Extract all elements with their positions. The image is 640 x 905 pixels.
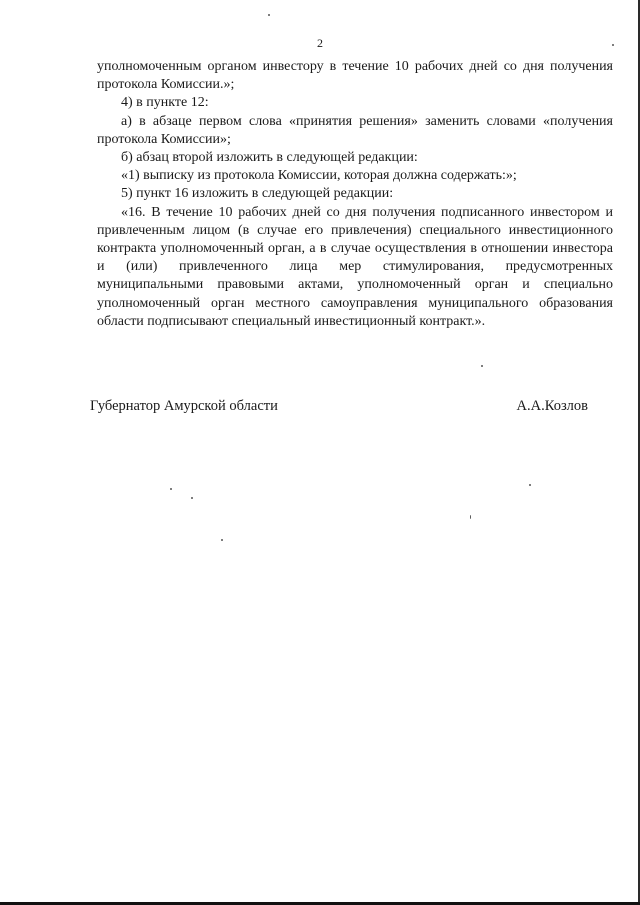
scan-speck	[612, 44, 614, 46]
scan-speck	[470, 515, 471, 519]
paragraph-item-4: 4) в пункте 12:	[121, 95, 209, 111]
signatory-name: А.А.Козлов	[516, 398, 588, 414]
signatory-position: Губернатор Амурской области	[90, 398, 278, 414]
paragraph-item-5: 5) пункт 16 изложить в следующей редакции:	[121, 186, 394, 202]
paragraph-quote-1: «1) выписку из протокола Комиссии, которая должна содержать:»;	[121, 168, 517, 184]
scan-speck	[529, 484, 531, 486]
scan-speck	[221, 539, 223, 541]
scan-speck	[481, 365, 483, 367]
paragraph-subitem-a: а) в абзаце первом слова «принятия решения» заменить словами «получения протокола Комиссии»;	[97, 113, 613, 147]
document-body	[97, 58, 613, 331]
paragraph-subitem-b: б) абзац второй изложить в следующей редакции:	[121, 150, 418, 166]
paragraph-item-16: «16. В течение 10 рабочих дней со дня получения подписанного инвестором и привлеченным лицом (в случае его привлечения) специального инвестиционного контракта уполномоченный орган, а в случае осуществления в отношении инвестора и (или) привлеченного лица мер стимулирования, предусмотренных муниципальными правовыми актами, уполномоченный орган и специально уполномоченный орган местного самоуправления муниципального образования области подписывают специальный инвестиционный контракт.».	[97, 204, 613, 329]
scan-speck	[191, 497, 193, 499]
paragraph-continuation: уполномоченным органом инвестору в течение 10 рабочих дней со дня получения протокола Комиссии.»;	[97, 59, 613, 93]
signature-block	[90, 398, 588, 415]
page-number: 2	[317, 36, 323, 50]
scan-speck	[170, 488, 172, 490]
scan-speck	[268, 14, 270, 16]
